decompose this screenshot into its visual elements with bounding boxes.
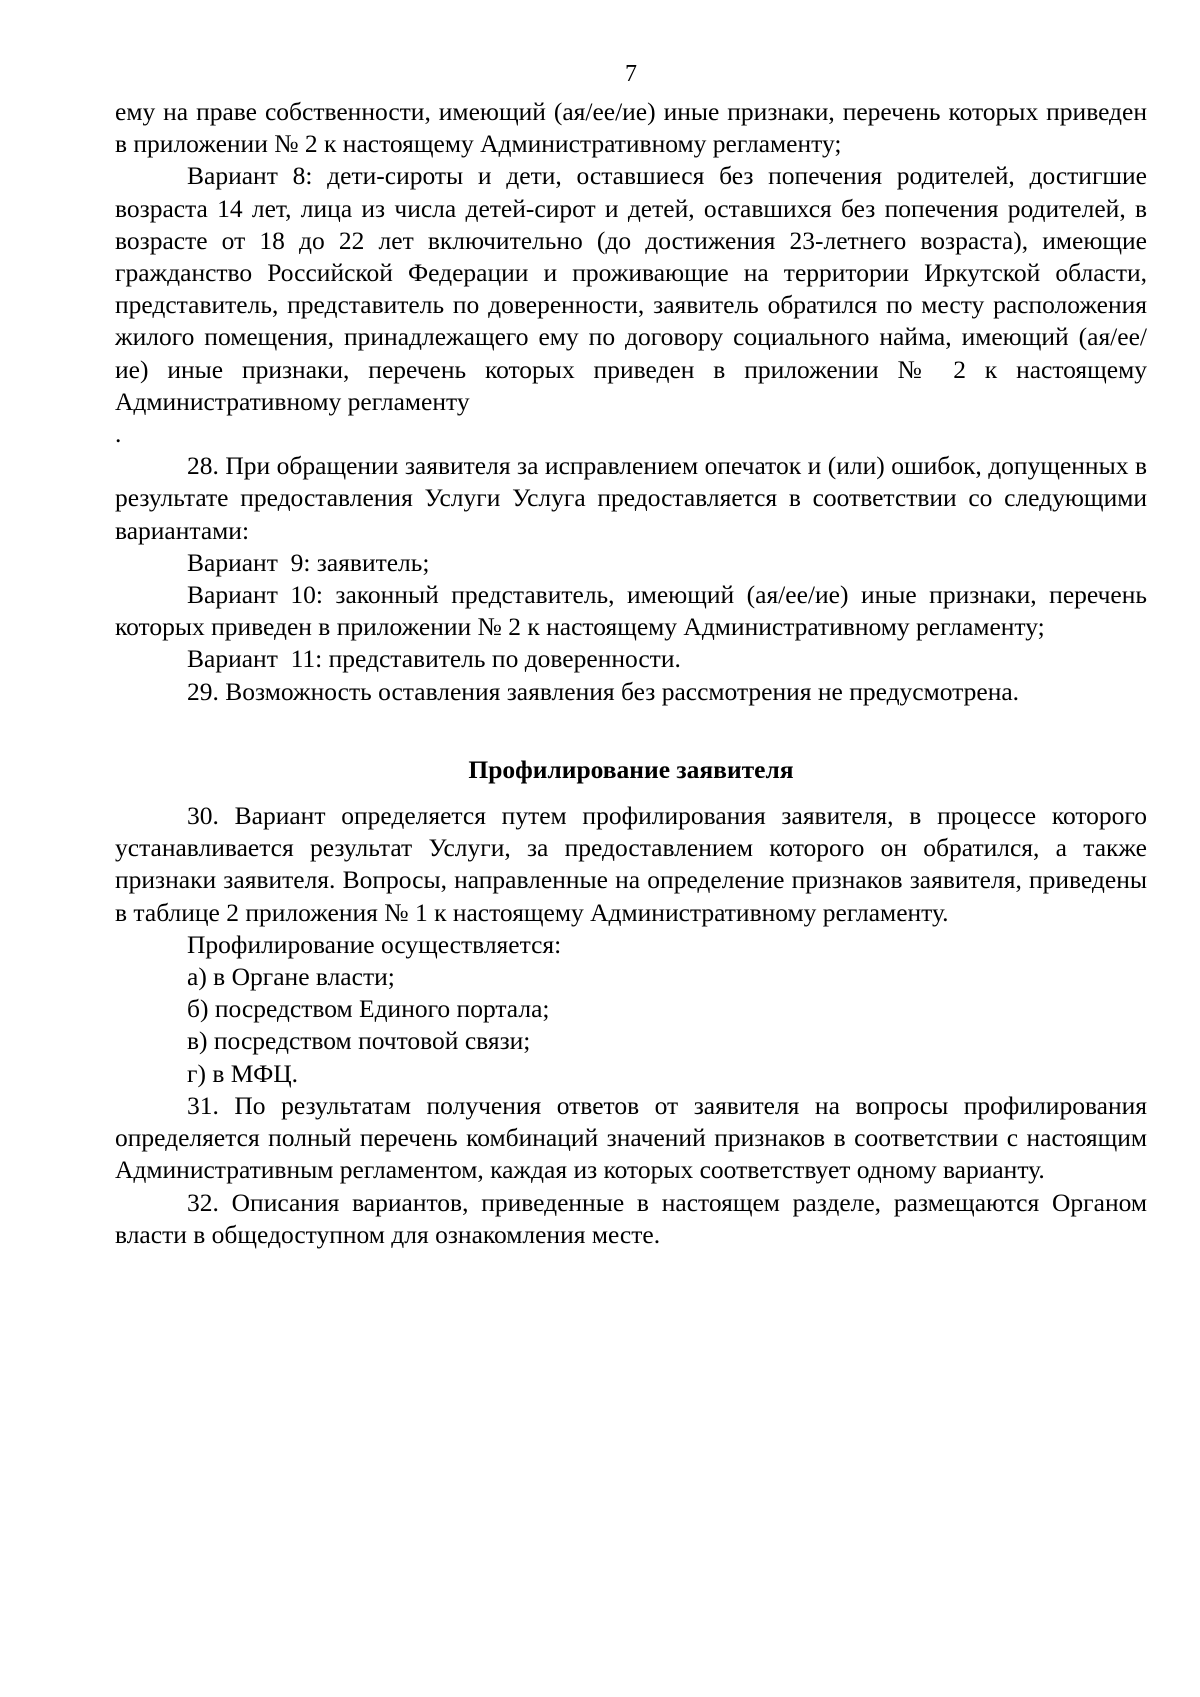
section-heading: Профилирование заявителя xyxy=(468,754,794,784)
stray-period-line: . xyxy=(115,419,122,449)
paragraph-item-32: 32. Описания вариантов, приведенные в настоящем разделе, размещаются Органом власти в общедоступном для ознакомления месте. xyxy=(115,1187,1147,1249)
list-item-a: а) в Органе власти; xyxy=(187,962,395,992)
list-item-v: в) посредством почтовой связи; xyxy=(187,1026,531,1056)
paragraph-variant-11: Вариант 11: представитель по доверенности. xyxy=(187,644,681,674)
list-item-g: г) в МФЦ. xyxy=(187,1058,299,1088)
paragraph-variant-10: Вариант 10: законный представитель, имеющий (ая/ее/ие) иные признаки, перечень которых приведен в приложении № 2 к настоящему Административному регламенту; xyxy=(115,580,1147,642)
paragraph-item-31: 31. По результатам получения ответов от заявителя на вопросы профилирования определяется полный перечень комбинаций значений признаков в соответствии с настоящим Административным регламентом, каждая из которых соответствует одному варианту. xyxy=(115,1090,1147,1185)
list-item-b: б) посредством Единого портала; xyxy=(187,994,550,1024)
paragraph-item-29: 29. Возможность оставления заявления без рассмотрения не предусмотрена. xyxy=(187,676,1020,706)
paragraph-item-30: 30. Вариант определяется путем профилирования заявителя, в процессе которого устанавливается результат Услуги, за предоставлением которого он обратился, а также признаки заявителя. Вопросы, направленные на определение признаков заявителя, приведены в таблице 2 приложения № 1 к настоящему Административному регламенту. xyxy=(115,801,1147,927)
paragraph-item-28: 28. При обращении заявителя за исправлением опечаток и (или) ошибок, допущенных в результате предоставления Услуги Услуга предоставляется в соответствии со следующими вариантами: xyxy=(115,451,1147,545)
paragraph-variant-8: Вариант 8: дети-сироты и дети, оставшиеся без попечения родителей, достигшие возраста 14 лет, лица из числа детей-сирот и детей, оставшихся без попечения родителей, в возрасте от 18 до 22 лет включительно (до достижения 23-летнего возраста), имеющие гражданство Российской Федерации и проживающие на территории Иркутской области, представитель, представитель по доверенности, заявитель обратился по месту расположения жилого помещения, принадлежащего ему по договору социального найма, имеющий (ая/ее/ие) иные признаки, перечень которых приведен в приложении № 2 к настоящему Административному регламенту xyxy=(115,161,1147,416)
paragraph-variant-9: Вариант 9: заявитель; xyxy=(187,547,430,577)
paragraph-continuation: ему на праве собственности, имеющий (ая/ее/ие) иные признаки, перечень которых приведен в приложении № 2 к настоящему Административному регламенту; xyxy=(115,97,1147,159)
page-number: 7 xyxy=(625,61,637,87)
document-page xyxy=(115,58,1147,1251)
paragraph-profiling-intro: Профилирование осуществляется: xyxy=(187,929,562,959)
